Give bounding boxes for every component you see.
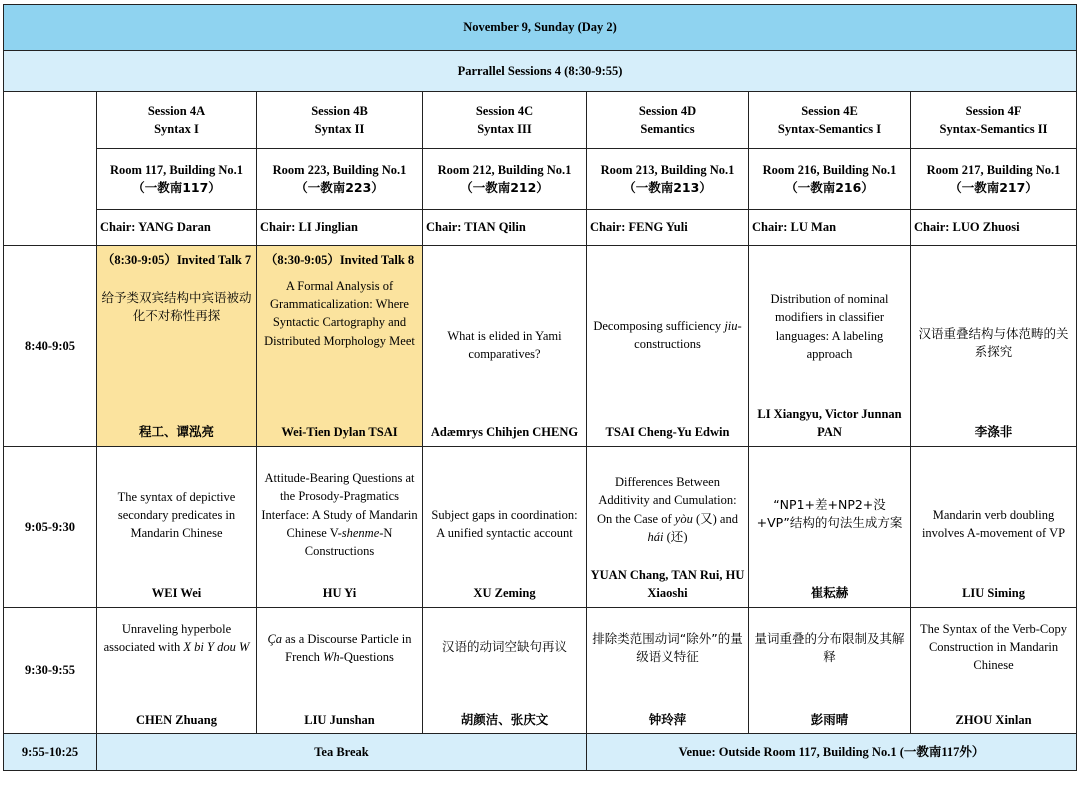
session-name: Session 4D: [638, 103, 697, 118]
timeslot-row: [4, 608, 1077, 734]
talk-title: Distribution of nominal modifiers in classifier languages: A labeling approach: [770, 292, 889, 361]
session-chair-4e: Chair: LU Man: [749, 210, 911, 246]
room-en: Room 117, Building No.1: [109, 162, 243, 177]
talk-title: 汉语的动词空缺句再议: [441, 638, 567, 654]
session-chair-4a: Chair: YANG Daran: [97, 210, 257, 246]
room-cn: （一教南213）: [623, 180, 712, 195]
session-name: Session 4B: [311, 103, 368, 118]
talk-cell: [97, 447, 257, 608]
talk-cell: [749, 246, 911, 447]
talk-cell: [423, 246, 587, 447]
talk-title: A Formal Analysis of Grammaticalization: Where Syntactic Cartography and Distributed Morphology Meet: [264, 279, 415, 348]
talk-author: 崔耘赫: [810, 584, 849, 600]
room-cn: （一教南216）: [785, 180, 874, 195]
session-room-4b: [257, 149, 423, 210]
slot-time: 9:05-9:30: [4, 447, 97, 608]
session-header-4d: [587, 92, 749, 149]
parallel-sessions-title: Parrallel Sessions 4 (8:30-9:55): [4, 51, 1077, 92]
invited-talk-label: （8:30-9:05）Invited Talk 7: [101, 253, 252, 267]
talk-cell: [911, 246, 1077, 447]
talk-title: 给予类双宾结构中宾语被动化不对称性再探: [101, 290, 252, 324]
session-room-4d: [587, 149, 749, 210]
talk-title: The syntax of depictive secondary predicates in Mandarin Chinese: [117, 489, 236, 540]
talk-author: Adæmrys Chihjen CHENG: [430, 424, 579, 439]
session-name: Session 4C: [475, 103, 534, 118]
session-topic: Semantics: [640, 122, 695, 136]
invited-talk-label: （8:30-9:05）Invited Talk 8: [264, 253, 415, 267]
talk-author: 钟玲萍: [648, 712, 687, 728]
talk-cell: [911, 447, 1077, 608]
talk-author: LIU Siming: [962, 585, 1025, 600]
session-room-4a: [97, 149, 257, 210]
talk-author: TSAI Cheng-Yu Edwin: [605, 424, 730, 439]
talk-cell: [911, 608, 1077, 734]
session-topic: Syntax-Semantics II: [939, 122, 1048, 136]
timeslot-row: [4, 246, 1077, 447]
tea-break-time: 9:55-10:25: [4, 734, 97, 771]
talk-cell: [97, 246, 257, 447]
talk-title: “NP1+差+NP2+没+VP”结构的句法生成方案: [756, 496, 903, 530]
talk-title: What is elided in Yami comparatives?: [447, 328, 562, 361]
session-header-4e: [749, 92, 911, 149]
talk-cell: [749, 447, 911, 608]
session-header-4b: [257, 92, 423, 149]
room-cn: （一教南217）: [949, 180, 1038, 195]
room-en: Room 213, Building No.1: [600, 162, 735, 177]
talk-author: 程工、谭泓亮: [138, 423, 214, 439]
talk-cell: [423, 608, 587, 734]
talk-author: LIU Junshan: [304, 713, 375, 728]
talk-title: 汉语重叠结构与体范畴的关系探究: [918, 325, 1069, 359]
room-en: Room 217, Building No.1: [926, 162, 1061, 177]
talk-cell: [257, 608, 423, 734]
talk-title: Differences Between Additivity and Cumulation: On the Case of yòu (又) and hái (还): [597, 475, 738, 544]
talk-author: HU Yi: [322, 585, 357, 600]
talk-author: YUAN Chang, TAN Rui, HU Xiaoshi: [590, 567, 745, 600]
session-room-4c: [423, 149, 587, 210]
tea-break-venue: [587, 734, 1077, 771]
talk-cell: [423, 447, 587, 608]
schedule-table: [3, 4, 1077, 771]
session-topic: Syntax I: [154, 122, 199, 136]
session-room-4e: [749, 149, 911, 210]
talk-title: Unraveling hyperbole associated with X bi Y dou W: [103, 621, 250, 654]
talk-title: Decomposing sufficiency jiu-constructions: [593, 318, 742, 351]
tea-break-venue-text: Venue: Outside Room 117, Building No.1 (一教南117外）: [678, 744, 985, 759]
room-cn: （一教南117）: [132, 180, 221, 195]
timeslot-row: [4, 447, 1077, 608]
talk-title: Subject gaps in coordination: A unified syntactic account: [431, 507, 578, 540]
talk-title: Mandarin verb doubling involves A-movement of VP: [921, 507, 1066, 540]
talk-author: 胡颜洁、张庆文: [460, 712, 549, 728]
session-topic: Syntax III: [477, 122, 532, 136]
room-en: Room 216, Building No.1: [762, 162, 897, 177]
room-en: Room 212, Building No.1: [437, 162, 572, 177]
day-title: November 9, Sunday (Day 2): [4, 5, 1077, 51]
talk-author: Wei-Tien Dylan TSAI: [281, 424, 398, 439]
session-header-4c: [423, 92, 587, 149]
session-header-4f: [911, 92, 1077, 149]
session-topic: Syntax-Semantics I: [777, 122, 882, 136]
talk-title: 量词重叠的分布限制及其解释: [754, 630, 905, 664]
talk-author: WEI Wei: [151, 585, 202, 600]
talk-cell: [257, 246, 423, 447]
header-corner: [4, 92, 97, 246]
talk-author: 李涤非: [974, 423, 1013, 439]
room-en: Room 223, Building No.1: [272, 162, 407, 177]
session-chair-4c: Chair: TIAN Qilin: [423, 210, 587, 246]
talk-title: 排除类范围动词“除外”的量级语义特征: [592, 630, 743, 664]
talk-cell: [257, 447, 423, 608]
session-name: Session 4A: [147, 103, 206, 118]
talk-title: Ça as a Discourse Particle in French Wh-Questions: [267, 631, 412, 664]
room-cn: （一教南223）: [295, 180, 384, 195]
talk-cell: [587, 447, 749, 608]
talk-cell: [587, 608, 749, 734]
tea-break-label: Tea Break: [97, 734, 587, 771]
session-chair-4b: Chair: LI Jinglian: [257, 210, 423, 246]
session-header-4a: [97, 92, 257, 149]
talk-author: CHEN Zhuang: [136, 713, 217, 728]
session-topic: Syntax II: [314, 122, 365, 136]
session-room-4f: [911, 149, 1077, 210]
talk-author: ZHOU Xinlan: [955, 713, 1032, 728]
session-chair-4d: Chair: FENG Yuli: [587, 210, 749, 246]
talk-title: Attitude-Bearing Questions at the Prosody-Pragmatics Interface: A Study of Mandarin Chinese V-shenme-N Constructions: [261, 471, 418, 558]
talk-cell: [749, 608, 911, 734]
talk-title: The Syntax of the Verb-Copy Construction in Mandarin Chinese: [920, 621, 1067, 672]
slot-time: 9:30-9:55: [4, 608, 97, 734]
room-cn: （一教南212）: [460, 180, 549, 195]
session-name: Session 4E: [801, 103, 858, 118]
session-chair-4f: Chair: LUO Zhuosi: [911, 210, 1077, 246]
talk-author: 彭雨晴: [810, 712, 849, 728]
talk-author: LI Xiangyu, Victor Junnan PAN: [757, 406, 902, 439]
session-name: Session 4F: [965, 103, 1022, 118]
tea-break-row: [4, 734, 1077, 771]
slot-time: 8:40-9:05: [4, 246, 97, 447]
talk-cell: [587, 246, 749, 447]
talk-author: XU Zeming: [473, 585, 536, 600]
talk-cell: [97, 608, 257, 734]
